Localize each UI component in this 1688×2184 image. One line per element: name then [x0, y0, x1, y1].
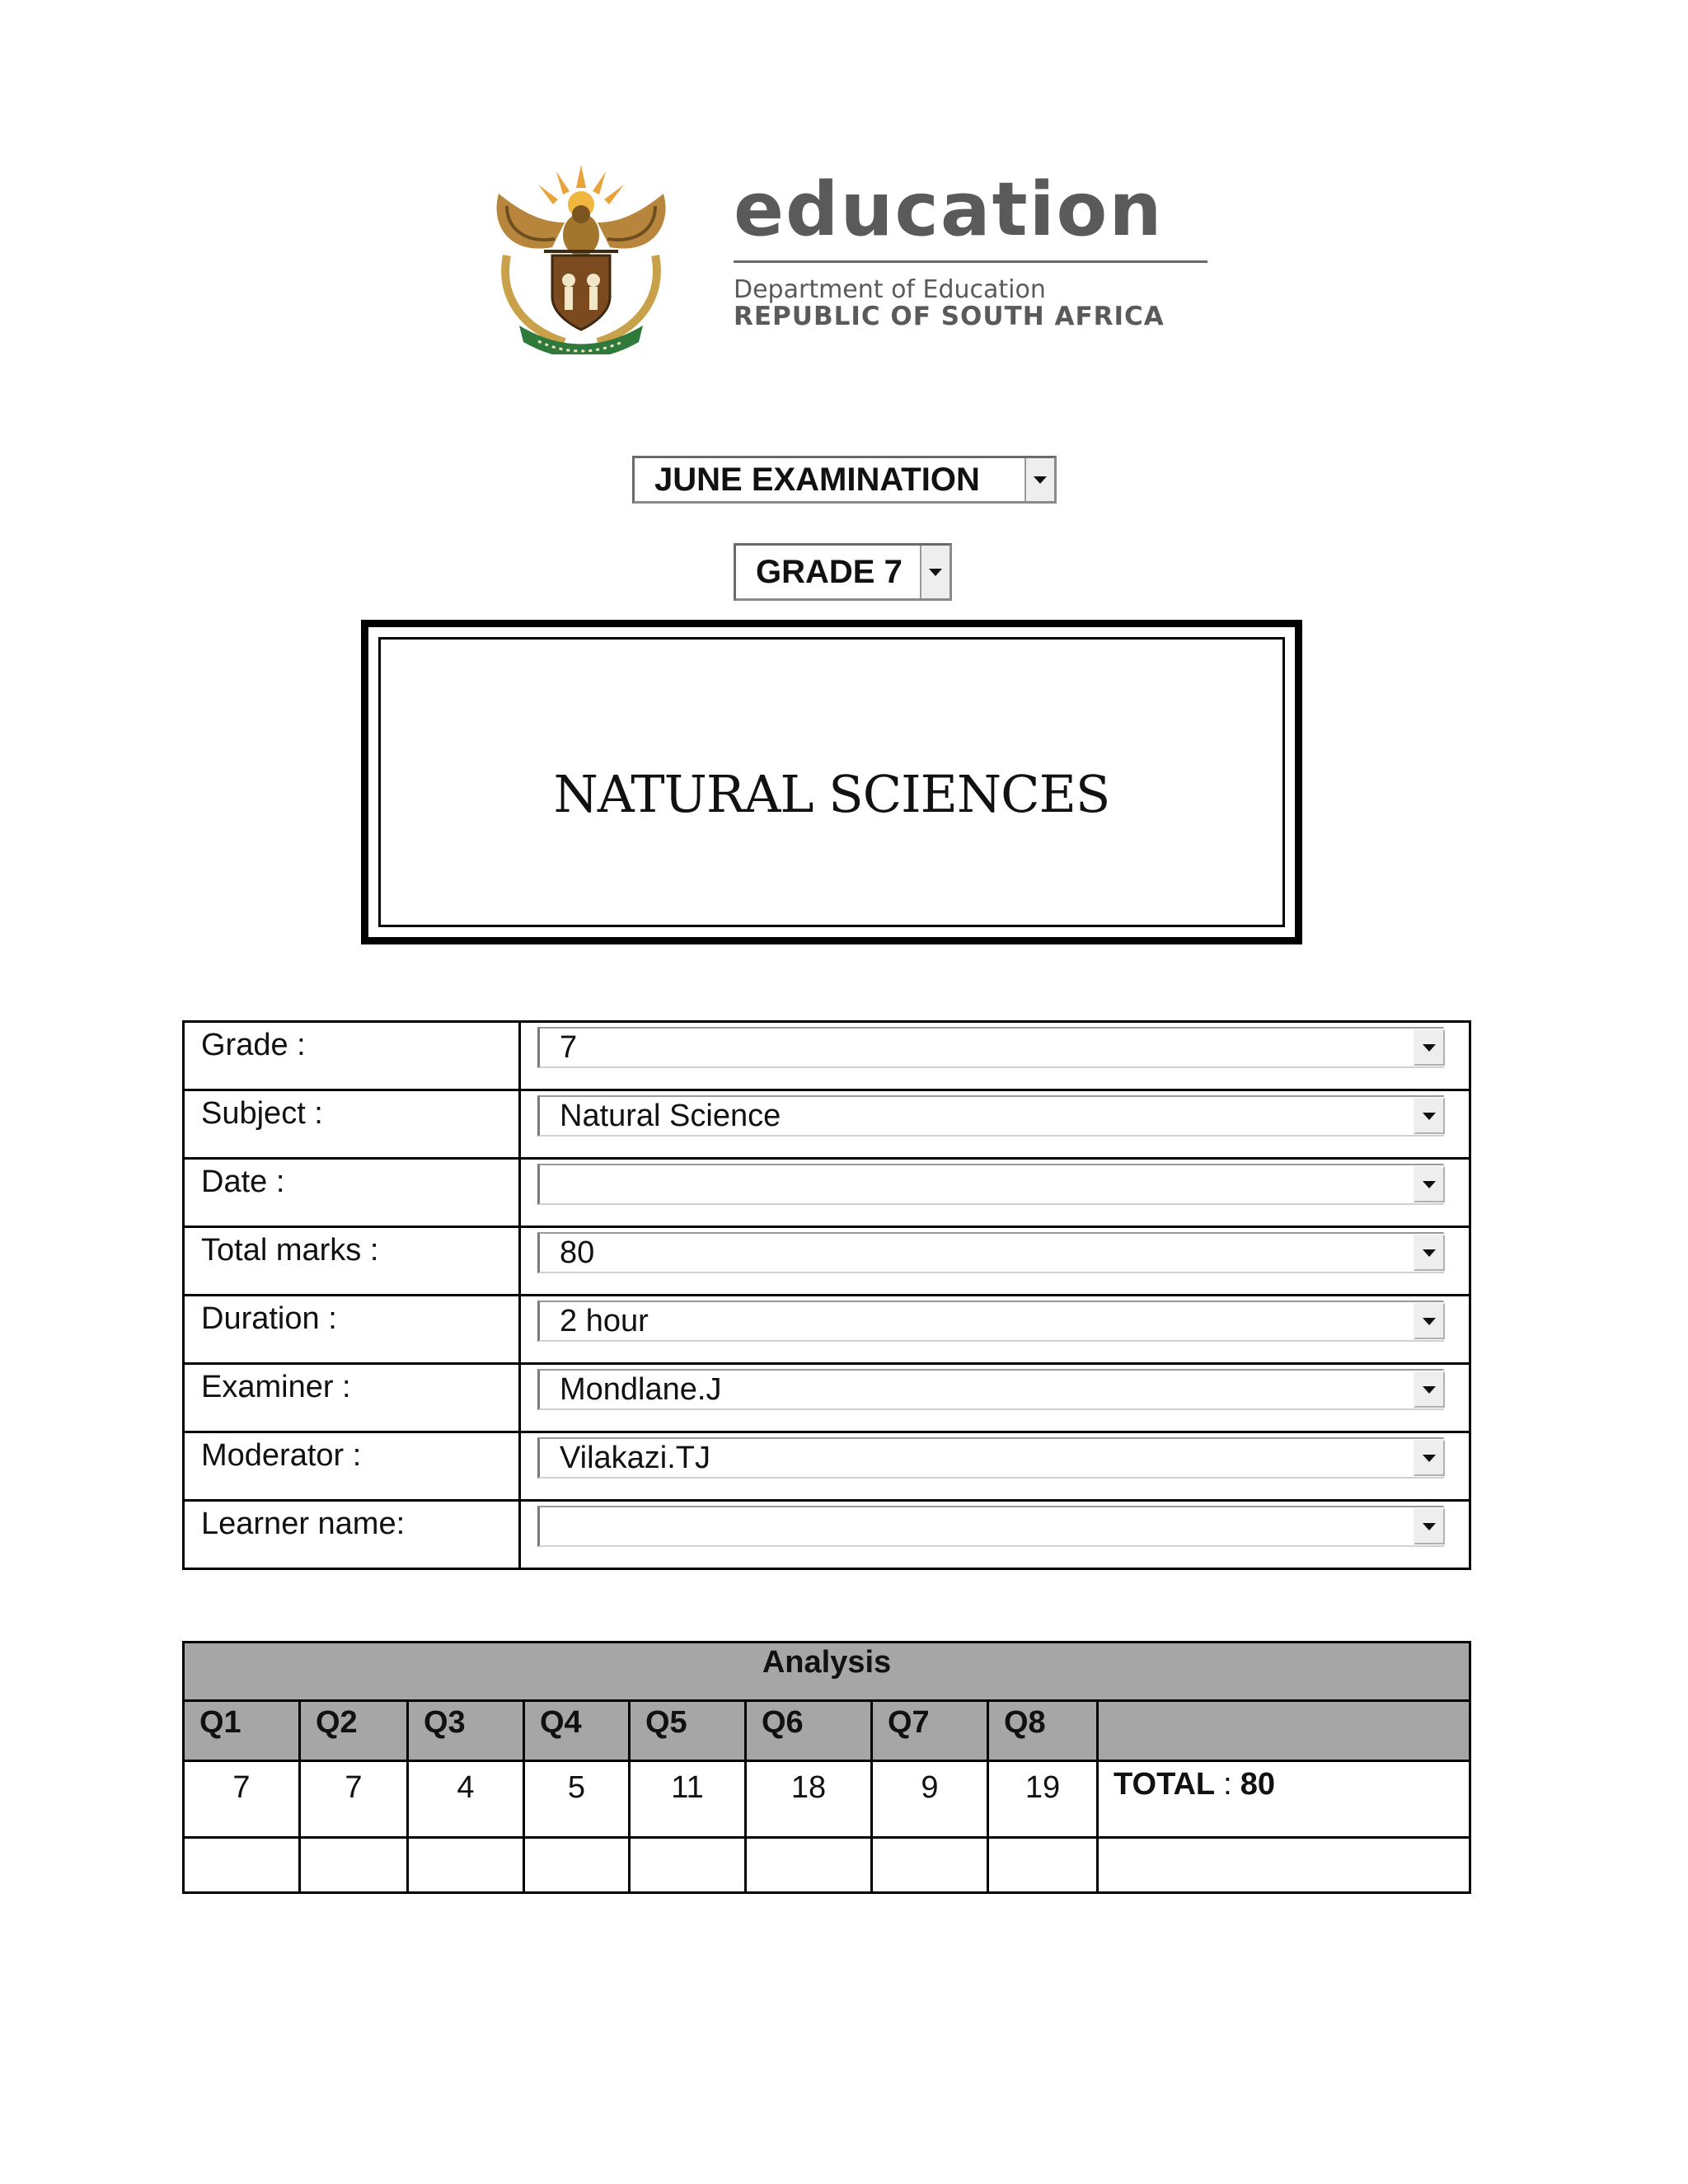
learner-mark-cell[interactable] [988, 1838, 1098, 1893]
question-header: Q8 [988, 1701, 1098, 1761]
info-value-cell [520, 1159, 1470, 1227]
chevron-down-icon [1423, 1181, 1436, 1188]
info-value-cell [520, 1296, 1470, 1364]
field-dropdown-button[interactable] [1414, 1440, 1445, 1476]
subject-title: NATURAL SCIENCES [553, 763, 1110, 824]
date-field[interactable] [537, 1164, 1444, 1205]
field-value: Vilakazi.TJ [560, 1440, 711, 1475]
total-marks-field[interactable] [537, 1232, 1444, 1273]
exam-info-table [182, 1020, 1471, 1570]
question-header: Q1 [184, 1701, 300, 1761]
question-mark: 19 [988, 1761, 1098, 1838]
info-row-total-marks [184, 1227, 1470, 1296]
grade-select[interactable] [734, 543, 952, 601]
info-row-duration [184, 1296, 1470, 1364]
info-label: Duration : [184, 1296, 520, 1364]
question-header: Q5 [630, 1701, 746, 1761]
chevron-down-icon [1423, 1455, 1436, 1462]
info-value-cell [520, 1227, 1470, 1296]
chevron-down-icon [1423, 1523, 1436, 1530]
chevron-down-icon [1423, 1386, 1436, 1394]
analysis-table [182, 1641, 1471, 1894]
department-logo [474, 157, 1216, 354]
analysis-title: Analysis [184, 1643, 1470, 1701]
info-row-date [184, 1159, 1470, 1227]
field-dropdown-button[interactable] [1414, 1166, 1445, 1202]
info-value-cell [520, 1022, 1470, 1090]
info-label: Date : [184, 1159, 520, 1227]
field-value: Natural Science [560, 1098, 781, 1133]
info-value-cell [520, 1090, 1470, 1159]
exam-type-value: JUNE EXAMINATION [654, 461, 980, 498]
country-name: REPUBLIC OF SOUTH AFRICA [734, 302, 1165, 331]
grade-value: GRADE 7 [756, 553, 903, 590]
question-header: Q6 [746, 1701, 872, 1761]
field-value: 7 [560, 1029, 578, 1065]
field-dropdown-button[interactable] [1414, 1098, 1445, 1134]
brand-block [734, 166, 1207, 331]
chevron-down-icon [929, 569, 942, 576]
learner-mark-cell[interactable] [408, 1838, 524, 1893]
question-header: Q3 [408, 1701, 524, 1761]
info-row-examiner [184, 1364, 1470, 1432]
analysis-title-row [184, 1643, 1470, 1701]
question-mark: 9 [872, 1761, 988, 1838]
question-header: Q2 [300, 1701, 408, 1761]
question-mark: 7 [184, 1761, 300, 1838]
learner-mark-cell[interactable] [524, 1838, 630, 1893]
info-row-learner-name [184, 1501, 1470, 1569]
total-value: 80 [1240, 1767, 1275, 1802]
analysis-learner-row [184, 1838, 1470, 1893]
total-separator: : [1223, 1767, 1232, 1802]
info-label: Moderator : [184, 1432, 520, 1501]
subject-title-inner-frame [378, 637, 1285, 927]
total-label: TOTAL [1114, 1767, 1216, 1802]
field-value: 80 [560, 1235, 595, 1270]
question-header: Q4 [524, 1701, 630, 1761]
learner-name-field[interactable] [537, 1506, 1444, 1547]
grade-dropdown-button[interactable] [920, 546, 950, 598]
field-dropdown-button[interactable] [1414, 1508, 1445, 1544]
examiner-field[interactable] [537, 1369, 1444, 1410]
subject-field[interactable] [537, 1095, 1444, 1137]
chevron-down-icon [1423, 1113, 1436, 1120]
moderator-field[interactable] [537, 1437, 1444, 1479]
info-label: Examiner : [184, 1364, 520, 1432]
subject-title-box [361, 620, 1302, 944]
learner-mark-cell[interactable] [746, 1838, 872, 1893]
chevron-down-icon [1423, 1318, 1436, 1325]
info-label: Subject : [184, 1090, 520, 1159]
duration-field[interactable] [537, 1301, 1444, 1342]
info-row-moderator [184, 1432, 1470, 1501]
field-value: Mondlane.J [560, 1371, 722, 1407]
field-dropdown-button[interactable] [1414, 1029, 1445, 1066]
field-dropdown-button[interactable] [1414, 1303, 1445, 1339]
analysis-question-row [184, 1701, 1470, 1761]
exam-type-dropdown-button[interactable] [1025, 458, 1054, 501]
question-mark: 4 [408, 1761, 524, 1838]
field-value: 2 hour [560, 1303, 649, 1338]
total-marks-cell [1098, 1761, 1470, 1838]
info-label: Learner name: [184, 1501, 520, 1569]
question-mark: 7 [300, 1761, 408, 1838]
exam-type-select[interactable] [632, 456, 1057, 504]
question-mark: 11 [630, 1761, 746, 1838]
question-header: Q7 [872, 1701, 988, 1761]
info-row-grade [184, 1022, 1470, 1090]
info-label: Grade : [184, 1022, 520, 1090]
info-value-cell [520, 1501, 1470, 1569]
chevron-down-icon [1423, 1044, 1436, 1052]
question-mark: 18 [746, 1761, 872, 1838]
info-row-subject [184, 1090, 1470, 1159]
info-value-cell [520, 1364, 1470, 1432]
learner-mark-cell[interactable] [630, 1838, 746, 1893]
info-value-cell [520, 1432, 1470, 1501]
question-header-blank [1098, 1701, 1470, 1761]
learner-mark-cell[interactable] [300, 1838, 408, 1893]
brand-wordmark: education [734, 166, 1164, 253]
learner-mark-cell[interactable] [184, 1838, 300, 1893]
grade-field[interactable] [537, 1027, 1444, 1068]
brand-divider [734, 260, 1207, 263]
analysis-marks-row [184, 1761, 1470, 1838]
question-mark: 5 [524, 1761, 630, 1838]
chevron-down-icon [1034, 476, 1047, 484]
chevron-down-icon [1423, 1249, 1436, 1257]
field-dropdown-button[interactable] [1414, 1371, 1445, 1408]
field-dropdown-button[interactable] [1414, 1235, 1445, 1271]
learner-total-cell[interactable] [1098, 1838, 1470, 1893]
coat-of-arms-icon [474, 165, 688, 354]
info-label: Total marks : [184, 1227, 520, 1296]
learner-mark-cell[interactable] [872, 1838, 988, 1893]
department-name: Department of Education [734, 275, 1046, 304]
